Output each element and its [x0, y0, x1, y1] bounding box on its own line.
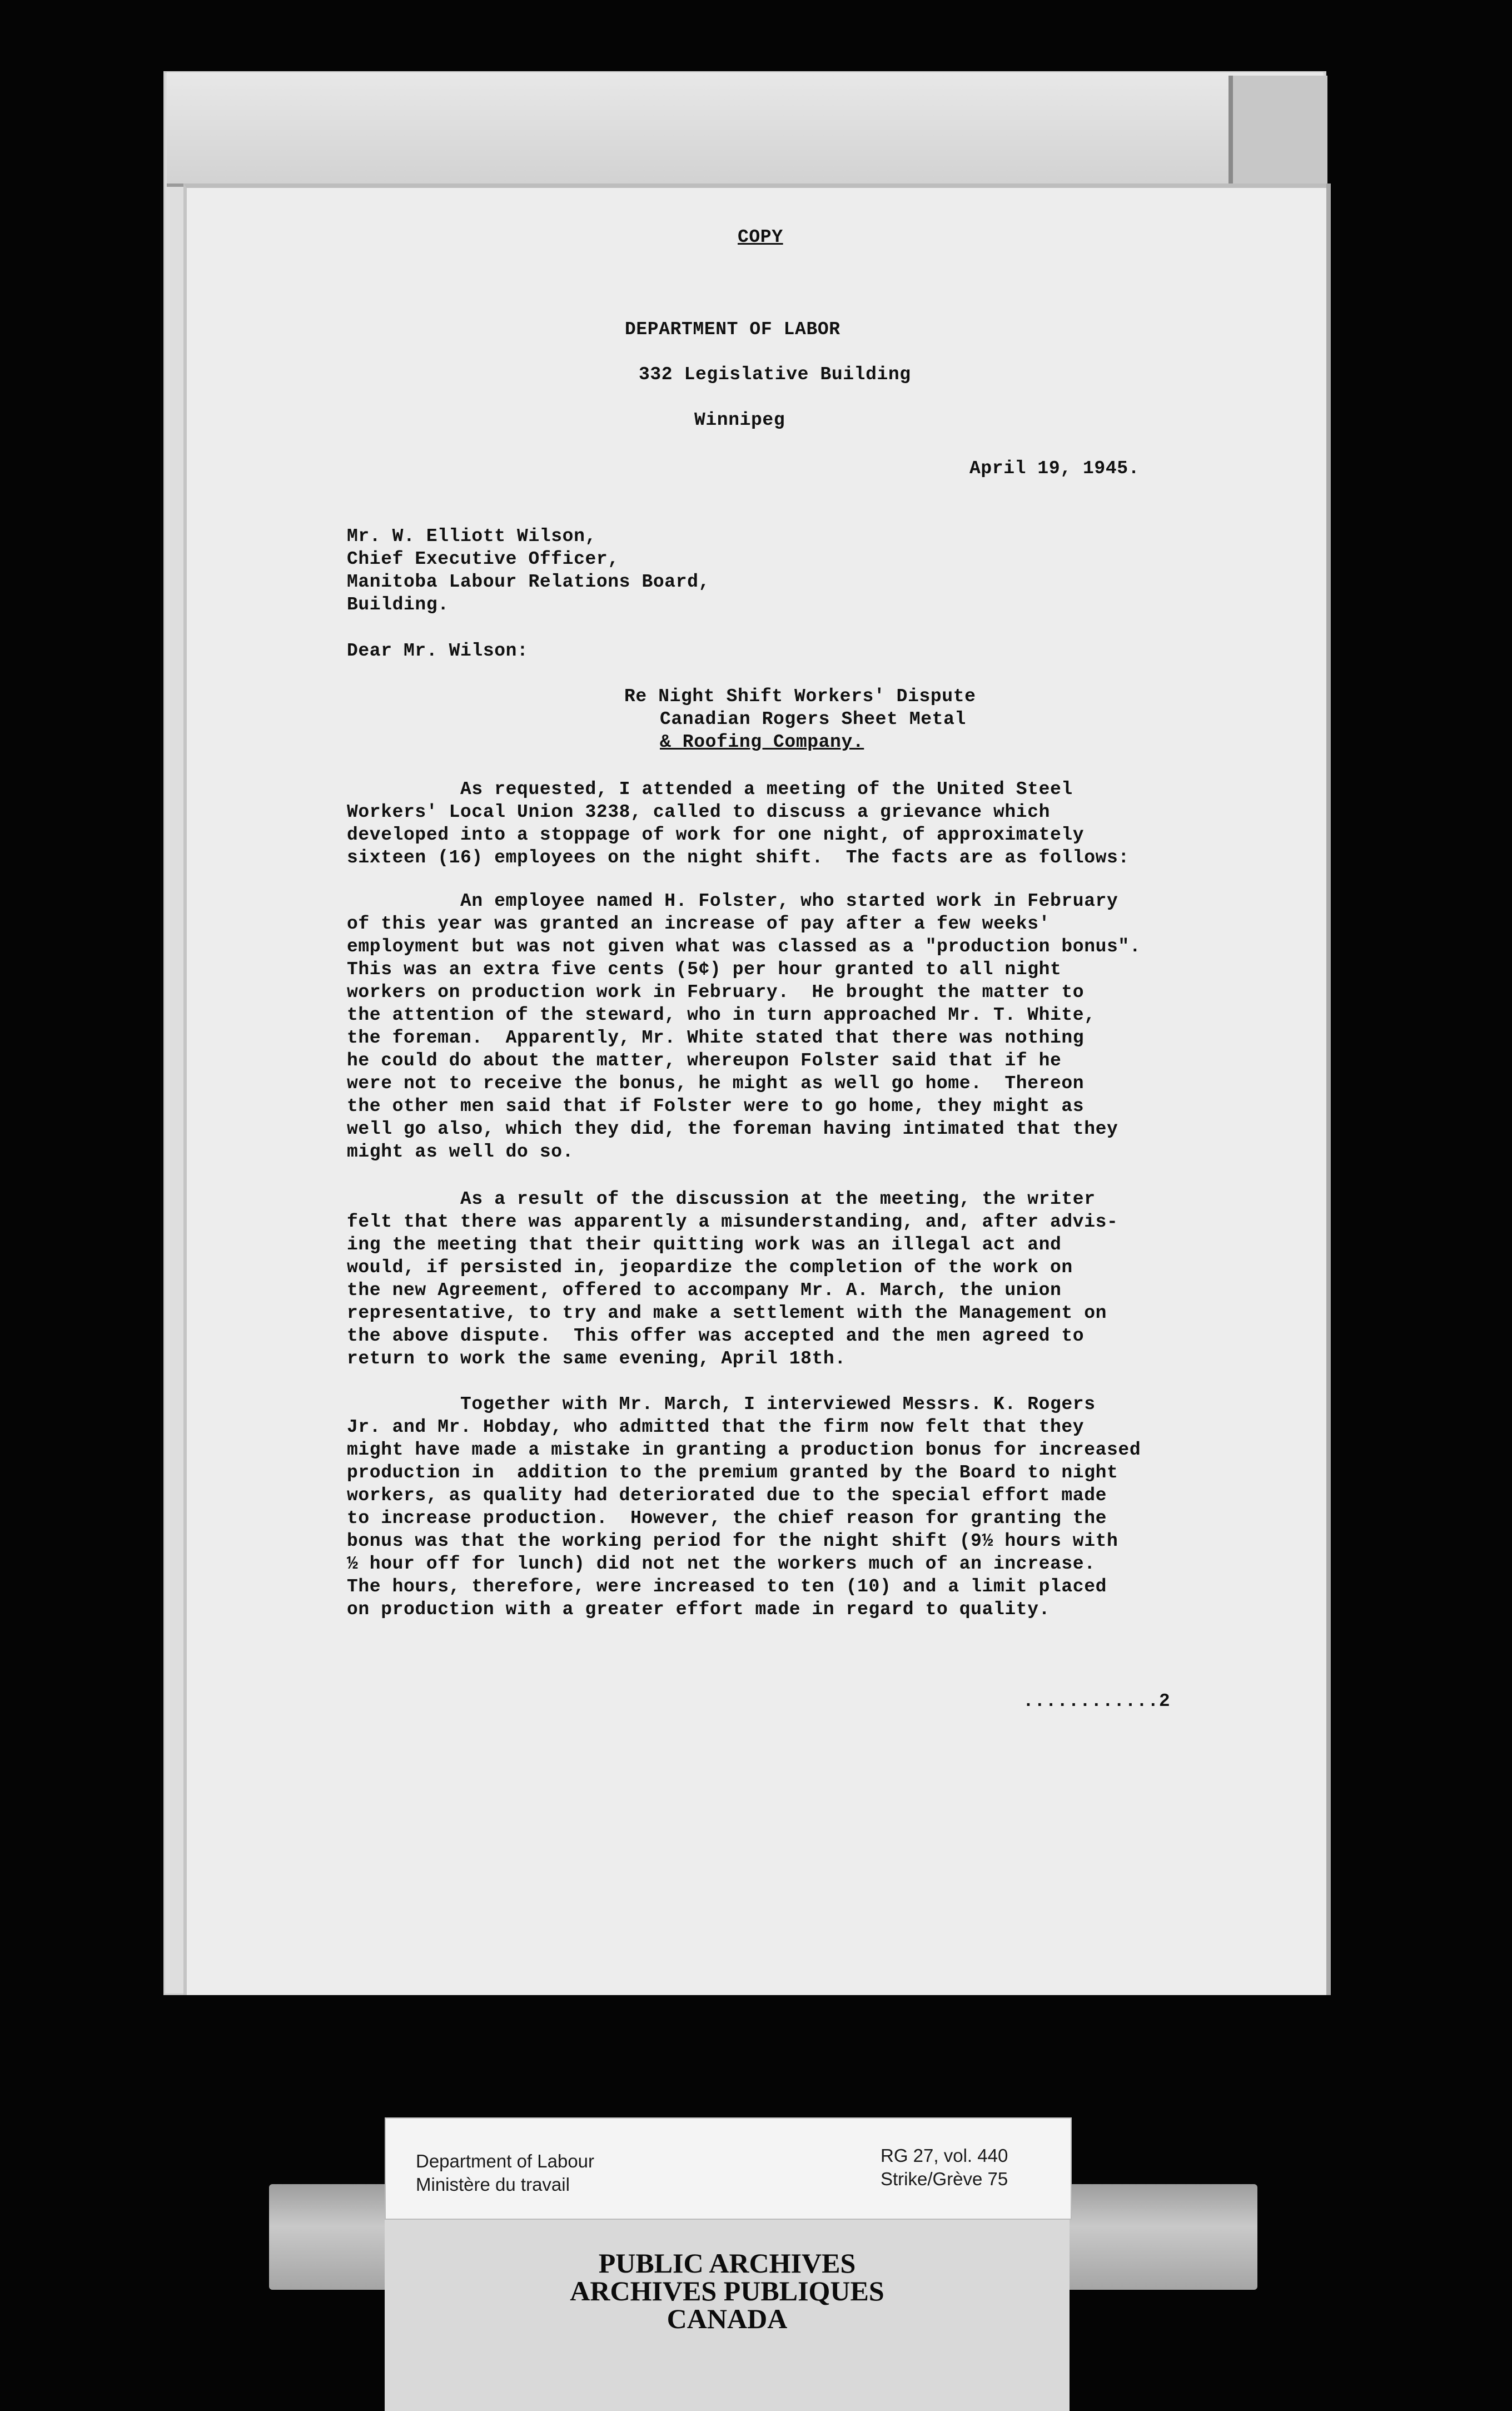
text-line: bonus was that the working period for the night shift (9½ hours with	[347, 1531, 1118, 1551]
archive-dept-fr: Ministère du travail	[416, 2174, 570, 2195]
text-line: sixteen (16) employees on the night shift. The facts are as follows:	[347, 847, 1130, 868]
text-line: were not to receive the bonus, he might as well go home. Thereon	[347, 1073, 1085, 1094]
text-line: return to work the same evening, April 18th.	[347, 1348, 846, 1369]
paragraph-3	[347, 1188, 1118, 1370]
paragraph-2	[347, 890, 1141, 1163]
back-sheet-top-strip	[167, 72, 1323, 187]
text-line: workers, as quality had deteriorated due to the special effort made	[347, 1485, 1107, 1506]
text-line: might as well do so.	[347, 1142, 574, 1162]
recipient-line: Manitoba Labour Relations Board,	[347, 572, 710, 592]
text-line: Workers' Local Union 3238, called to discuss a grievance which	[347, 802, 1050, 822]
text-line: the new Agreement, offered to accompany Mr. A. March, the union	[347, 1280, 1062, 1301]
archive-dept-en: Department of Labour	[416, 2151, 595, 2171]
text-line: As requested, I attended a meeting of the United Steel	[347, 779, 1073, 800]
back-sheet-tab	[1228, 76, 1327, 187]
text-line: would, if persisted in, jeopardize the completion of the work on	[347, 1257, 1073, 1278]
letter-date: April 19, 1945.	[969, 458, 1140, 479]
text-line: the above dispute. This offer was accepted and the men agreed to	[347, 1326, 1085, 1346]
copy-label: COPY	[738, 227, 783, 247]
letterhead-city: Winnipeg	[694, 410, 785, 430]
text-line: production in addition to the premium granted by the Board to night	[347, 1462, 1118, 1483]
subject-line: Canadian Rogers Sheet Metal	[660, 709, 966, 730]
text-line: might have made a mistake in granting a production bonus for increased	[347, 1440, 1141, 1460]
recipient-line: Chief Executive Officer,	[347, 549, 619, 569]
archive-strike-number: Strike/Grève 75	[881, 2169, 1008, 2189]
archive-reference: RG 27, vol. 440	[881, 2145, 1008, 2166]
archive-stamp-line: ARCHIVES PUBLIQUES	[570, 2275, 884, 2306]
text-line: Jr. and Mr. Hobday, who admitted that the firm now felt that they	[347, 1417, 1085, 1437]
text-line: to increase production. However, the chief reason for granting the	[347, 1508, 1107, 1529]
text-line: employment but was not given what was classed as a "production bonus".	[347, 936, 1141, 957]
text-line: Together with Mr. March, I interviewed Messrs. K. Rogers	[347, 1394, 1096, 1415]
text-line: ½ hour off for lunch) did not net the workers much of an increase.	[347, 1554, 1096, 1574]
text-line: representative, to try and make a settlement with the Management on	[347, 1303, 1107, 1323]
text-line: he could do about the matter, whereupon Folster said that if he	[347, 1050, 1062, 1071]
archive-stamp-line: PUBLIC ARCHIVES	[598, 2248, 856, 2279]
text-line: felt that there was apparently a misunderstanding, and, after advis-	[347, 1212, 1118, 1232]
text-line: This was an extra five cents (5¢) per hour granted to all night	[347, 959, 1062, 980]
salutation: Dear Mr. Wilson:	[347, 641, 529, 661]
paragraph-4	[347, 1393, 1141, 1621]
paragraph-1	[347, 778, 1130, 869]
text-line: As a result of the discussion at the meeting, the writer	[347, 1189, 1096, 1209]
recipient-address	[347, 525, 710, 616]
text-line: ing the meeting that their quitting work was an illegal act and	[347, 1234, 1062, 1255]
text-line: An employee named H. Folster, who started work in February	[347, 891, 1118, 911]
text-line: the other men said that if Folster were to go home, they might as	[347, 1096, 1085, 1117]
page-continuation: ............2	[1023, 1691, 1171, 1711]
text-line: the foreman. Apparently, Mr. White stated that there was nothing	[347, 1028, 1085, 1048]
subject-line: & Roofing Company.	[660, 732, 864, 752]
text-line: of this year was granted an increase of pay after a few weeks'	[347, 914, 1050, 934]
subject-block	[624, 685, 976, 753]
recipient-line: Mr. W. Elliott Wilson,	[347, 526, 596, 547]
text-line: well go also, which they did, the foreman having intimated that they	[347, 1119, 1118, 1139]
recipient-line: Building.	[347, 594, 449, 615]
archive-stamp-line: CANADA	[667, 2303, 788, 2334]
letterhead-department: DEPARTMENT OF LABOR	[625, 319, 840, 340]
text-line: on production with a greater effort made in regard to quality.	[347, 1599, 1050, 1620]
archive-stamp	[385, 2249, 1070, 2333]
text-line: The hours, therefore, were increased to ten (10) and a limit placed	[347, 1576, 1107, 1597]
archive-reference-card	[385, 2117, 1072, 2220]
subject-line: Re Night Shift Workers' Dispute	[624, 686, 976, 707]
text-line: developed into a stoppage of work for one night, of approximately	[347, 825, 1085, 845]
text-line: workers on production work in February. He brought the matter to	[347, 982, 1085, 1003]
letterhead-building: 332 Legislative Building	[639, 364, 911, 385]
text-line: the attention of the steward, who in turn approached Mr. T. White,	[347, 1005, 1096, 1025]
